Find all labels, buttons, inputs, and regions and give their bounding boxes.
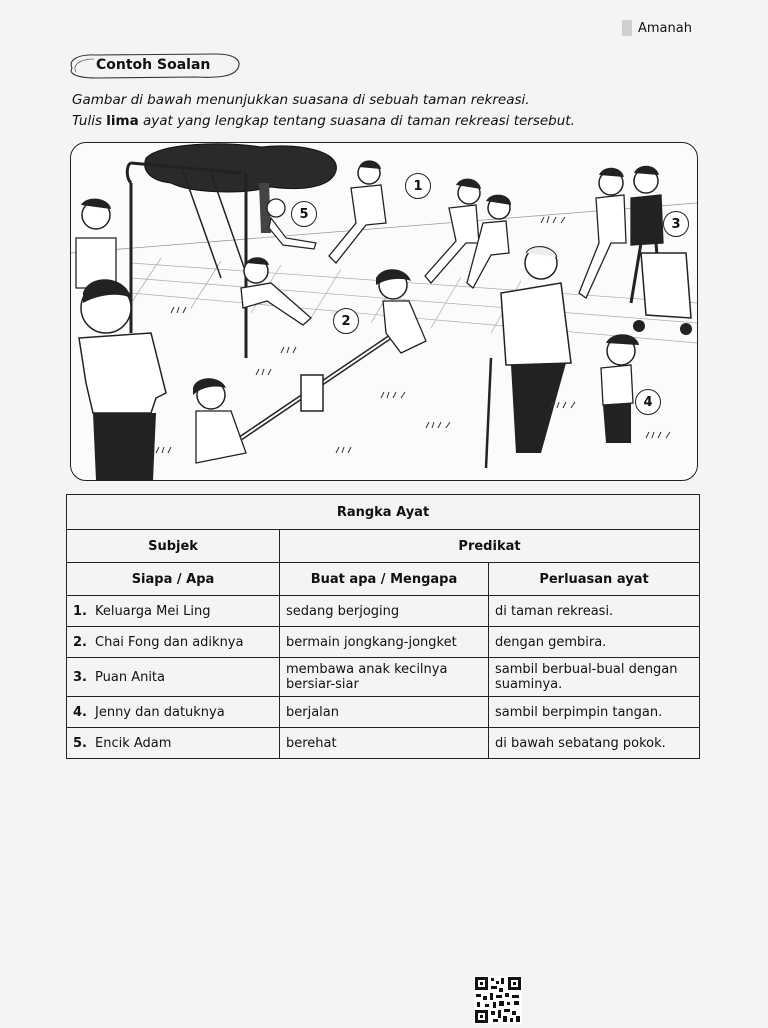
subject-text: Puan Anita <box>95 669 165 685</box>
row-number: 2. <box>73 634 87 650</box>
scene-marker-3: 3 <box>663 211 689 237</box>
subject-cell <box>67 697 280 728</box>
extension-cell: di taman rekreasi. <box>489 596 700 627</box>
instruction-line-2-end: ayat yang lengkap tentang suasana di taman rekreasi tersebut. <box>138 113 575 129</box>
subject-cell <box>67 728 280 759</box>
table-row <box>67 697 700 728</box>
subject-cell <box>67 596 280 627</box>
row-number: 5. <box>73 735 87 751</box>
scene-marker-2: 2 <box>333 308 359 334</box>
subject-cell <box>67 627 280 658</box>
scene-marker-4: 4 <box>635 389 661 415</box>
scene-marker-5: 5 <box>291 201 317 227</box>
page-tag-marker <box>622 20 632 36</box>
subject-cell <box>67 658 280 697</box>
section-heading <box>66 50 242 82</box>
row-number: 3. <box>73 669 87 685</box>
table-group-header-row <box>67 530 700 563</box>
subject-text: Chai Fong dan adiknya <box>95 634 244 650</box>
sentence-frame-table <box>66 494 700 759</box>
page-tag-label: Amanah <box>638 20 692 36</box>
table-row <box>67 728 700 759</box>
extension-cell: di bawah sebatang pokok. <box>489 728 700 759</box>
row-number: 4. <box>73 704 87 720</box>
row-number: 1. <box>73 603 87 619</box>
scene-marker-1: 1 <box>405 173 431 199</box>
page-tag <box>622 20 692 36</box>
instruction-line-2-start: Tulis <box>72 113 107 129</box>
table-title-row <box>67 495 700 530</box>
instruction-emphasis: lima <box>106 113 139 129</box>
subject-text: Keluarga Mei Ling <box>95 603 211 619</box>
subject-text: Encik Adam <box>95 735 172 751</box>
instruction-line-2 <box>72 111 712 132</box>
action-cell: bermain jongkang-jongket <box>280 627 489 658</box>
column-header-extension: Perluasan ayat <box>489 563 700 596</box>
column-header-action: Buat apa / Mengapa <box>280 563 489 596</box>
table-row <box>67 596 700 627</box>
subject-header: Subjek <box>67 530 280 563</box>
instructions <box>72 90 712 132</box>
extension-cell: sambil berbual-bual dengan suaminya. <box>489 658 700 697</box>
action-cell: berehat <box>280 728 489 759</box>
qr-code-icon <box>474 976 522 1024</box>
action-cell: berjalan <box>280 697 489 728</box>
instruction-line-1: Gambar di bawah menunjukkan suasana di sebuah taman rekreasi. <box>72 92 530 108</box>
park-scene-drawing <box>71 143 697 480</box>
table-column-header-row <box>67 563 700 596</box>
table-row <box>67 658 700 697</box>
action-cell: sedang berjoging <box>280 596 489 627</box>
subject-text: Jenny dan datuknya <box>95 704 225 720</box>
extension-cell: dengan gembira. <box>489 627 700 658</box>
predicate-header: Predikat <box>280 530 700 563</box>
section-title: Contoh Soalan <box>96 57 211 73</box>
column-header-who: Siapa / Apa <box>67 563 280 596</box>
action-cell: membawa anak kecilnya bersiar-siar <box>280 658 489 697</box>
extension-cell: sambil berpimpin tangan. <box>489 697 700 728</box>
table-row <box>67 627 700 658</box>
table-title: Rangka Ayat <box>67 495 700 530</box>
park-illustration <box>70 142 698 481</box>
